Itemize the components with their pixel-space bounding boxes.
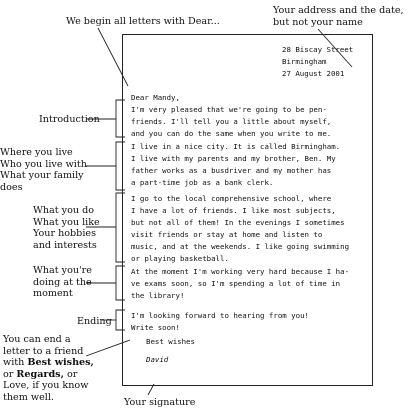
address-city: Birmingham: [282, 57, 327, 66]
introduction-bracket: [116, 100, 125, 137]
introduction-annotation-text: Introduction: [39, 114, 100, 125]
hobbies-bracket: [116, 193, 125, 262]
family-line-2: I live with my parents and my brother, Ben. My: [131, 154, 336, 163]
letter-ending: [131, 310, 309, 334]
salutation-pointer: [98, 28, 128, 86]
hobbies-line-5: music, and at the weekends. I like going swimming: [131, 242, 350, 251]
current-bracket: [116, 266, 125, 300]
closing-phrase: Best wishes: [146, 337, 195, 346]
signature-annotation-text: Your signature: [124, 397, 196, 408]
signature-pointer: [148, 384, 154, 395]
letter-introduction: [131, 92, 331, 140]
hobbies-line-3: but not all of them! In the evenings I sometimes: [131, 218, 345, 227]
letter-family-paragraph: [131, 141, 340, 189]
closing-annotation-line-5: Love, if you know: [3, 380, 89, 392]
family-annotation-line-1: Where you live: [0, 147, 73, 158]
ending-bracket: [116, 310, 125, 330]
current-line-1: At the moment I'm working very hard because I ha-: [131, 267, 350, 276]
closing-annotation-or: or: [3, 368, 17, 380]
sender-address: [282, 44, 353, 80]
current-line-2: ve exams soon, so I'm spending a lot of time in: [131, 279, 341, 288]
closing-pointer: [86, 340, 130, 356]
current-annotation-line-1: What you're: [33, 265, 92, 276]
signature: David: [146, 355, 169, 364]
address-date: 27 August 2001: [282, 69, 345, 78]
intro-line-1: I'm very pleased that we're going to be pen-: [131, 105, 327, 114]
family-annotation-line-4: does: [0, 181, 23, 193]
salutation: Dear Mandy,: [131, 93, 180, 102]
intro-line-3: and you can do the same when you write to me.: [131, 129, 332, 138]
family-annotation-line-2: Who you live with: [0, 158, 87, 170]
ending-line-1: I'm looking forward to hearing from you!: [131, 311, 309, 320]
letter-signature: [146, 354, 168, 366]
salutation-annotation-text: We begin all letters with Dear...: [66, 16, 220, 27]
letter-hobbies-paragraph: [131, 193, 349, 265]
hobbies-line-6: or playing basketball.: [131, 254, 229, 263]
intro-line-2: friends. I'll tell you a little about myself,: [131, 117, 332, 126]
current-line-3: the library!: [131, 291, 185, 300]
family-bracket: [116, 142, 125, 190]
letter-closing: [146, 336, 195, 348]
ending-annotation-text: Ending: [77, 316, 112, 327]
hobbies-annotation-line-4: and interests: [33, 239, 97, 251]
ending-line-2: Write soon!: [131, 323, 180, 332]
closing-annotation-line-1: You can end a: [3, 334, 71, 345]
current-annotation-line-2: doing at the: [33, 276, 92, 288]
closing-annotation-with: with: [3, 357, 28, 369]
hobbies-line-2: I have a lot of friends. I like most subjects,: [131, 206, 336, 215]
hobbies-annotation-line-2: What you like: [33, 216, 100, 228]
closing-annotation-regards: Regards,: [16, 368, 64, 380]
address-annotation-line-1: Your address and the date,: [273, 5, 404, 16]
family-annotation-line-3: What your family: [0, 170, 84, 182]
closing-annotation-or-suffix: or: [63, 368, 78, 380]
address-annotation-line-2: but not your name: [273, 16, 363, 28]
closing-annotation-line-2: letter to a friend: [3, 345, 84, 357]
family-line-3: father works as a busdriver and my mother has: [131, 166, 332, 175]
closing-annotation-line-6: them well.: [3, 391, 54, 403]
hobbies-line-4: visit friends or stay at home and listen to: [131, 230, 323, 239]
hobbies-annotation-line-1: What you do: [33, 205, 95, 216]
family-line-4: a part-time job as a bank clerk.: [131, 178, 274, 187]
address-street: 28 Biscay Street: [282, 45, 354, 54]
hobbies-line-1: I go to the local comprehensive school, where: [131, 194, 332, 203]
letter-current-paragraph: [131, 266, 349, 302]
current-annotation-line-3: moment: [33, 288, 73, 300]
hobbies-annotation-line-3: Your hobbies: [33, 228, 96, 240]
closing-annotation-best-wishes: Best wishes,: [27, 357, 94, 369]
family-line-1: I live in a nice city. It is called Birmingham.: [131, 142, 341, 151]
